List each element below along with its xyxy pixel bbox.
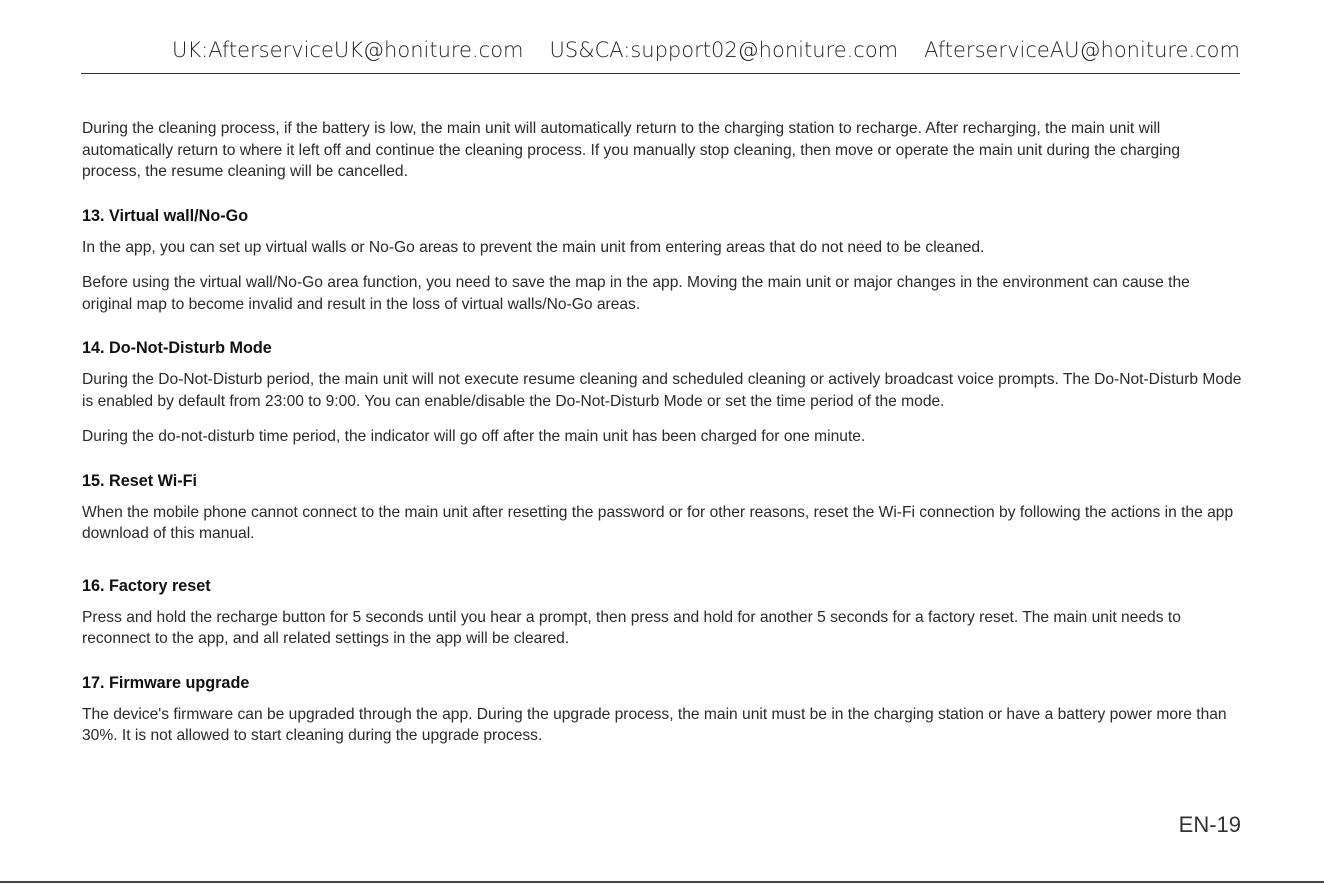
section-heading-do-not-disturb: 14. Do-Not-Disturb Mode (82, 339, 272, 357)
virtual-wall-paragraph-2: Before using the virtual wall/No-Go area function, you need to save the map in the app. Moving the main unit or major changes in the environment can cause the original map to become invalid and result in the loss of virtual walls/No-Go areas. (82, 274, 1190, 313)
section-heading-firmware-upgrade: 17. Firmware upgrade (82, 673, 250, 692)
page-header (81, 33, 1240, 74)
reset-wifi-paragraph: When the mobile phone cannot connect to the main unit after resetting the password or for other reasons, reset the Wi-Fi connection by following the actions in the app download of this manual. (82, 503, 1234, 542)
do-not-disturb-paragraph-2: During the do-not-disturb time period, the indicator will go off after the main unit has been charged for one minute. (82, 428, 866, 445)
au-contact-email: AfterserviceAU@honiture.com (924, 38, 1240, 62)
uk-contact-email: UK:AfterserviceUK@honiture.com (172, 38, 524, 62)
factory-reset-paragraph: Press and hold the recharge button for 5 seconds until you hear a prompt, then press and hold for another 5 seconds for a factory reset. The main unit needs to reconnect to the app, and all related settings in the app will be cleared. (82, 608, 1181, 647)
section-heading-reset-wifi: 15. Reset Wi-Fi (82, 471, 197, 490)
intro-paragraph: During the cleaning process, if the battery is low, the main unit will automatically return to the charging station to recharge. After recharging, the main unit will automatically return to where it left off and continue the cleaning process. If you manually stop cleaning, then move or operate the main unit during the charging process, the resume cleaning will be cancelled. (82, 120, 1180, 180)
do-not-disturb-paragraph-1: During the Do-Not-Disturb period, the main unit will not execute resume cleaning and scheduled cleaning or actively broadcast voice prompts. The Do-Not-Disturb Mode is enabled by default from 23:00 to 9:00. You can enable/disable the Do-Not-Disturb Mode or set the time period of the mode. (82, 371, 1242, 410)
virtual-wall-paragraph-1: In the app, you can set up virtual walls or No-Go areas to prevent the main unit from entering areas that do not need to be cleaned. (82, 238, 985, 256)
bottom-divider (0, 881, 1324, 883)
manual-content (82, 118, 1242, 747)
firmware-upgrade-paragraph: The device's firmware can be upgraded through the app. During the upgrade process, the main unit must be in the charging station or have a battery power more than 30%. It is not allowed to start cleaning during the upgrade process. (82, 705, 1227, 744)
page-number: EN-19 (1178, 812, 1241, 837)
section-heading-virtual-wall: 13. Virtual wall/No-Go (82, 206, 249, 225)
section-heading-factory-reset: 16. Factory reset (82, 576, 211, 595)
us-ca-contact-email: US&CA:support02@honiture.com (549, 38, 899, 62)
